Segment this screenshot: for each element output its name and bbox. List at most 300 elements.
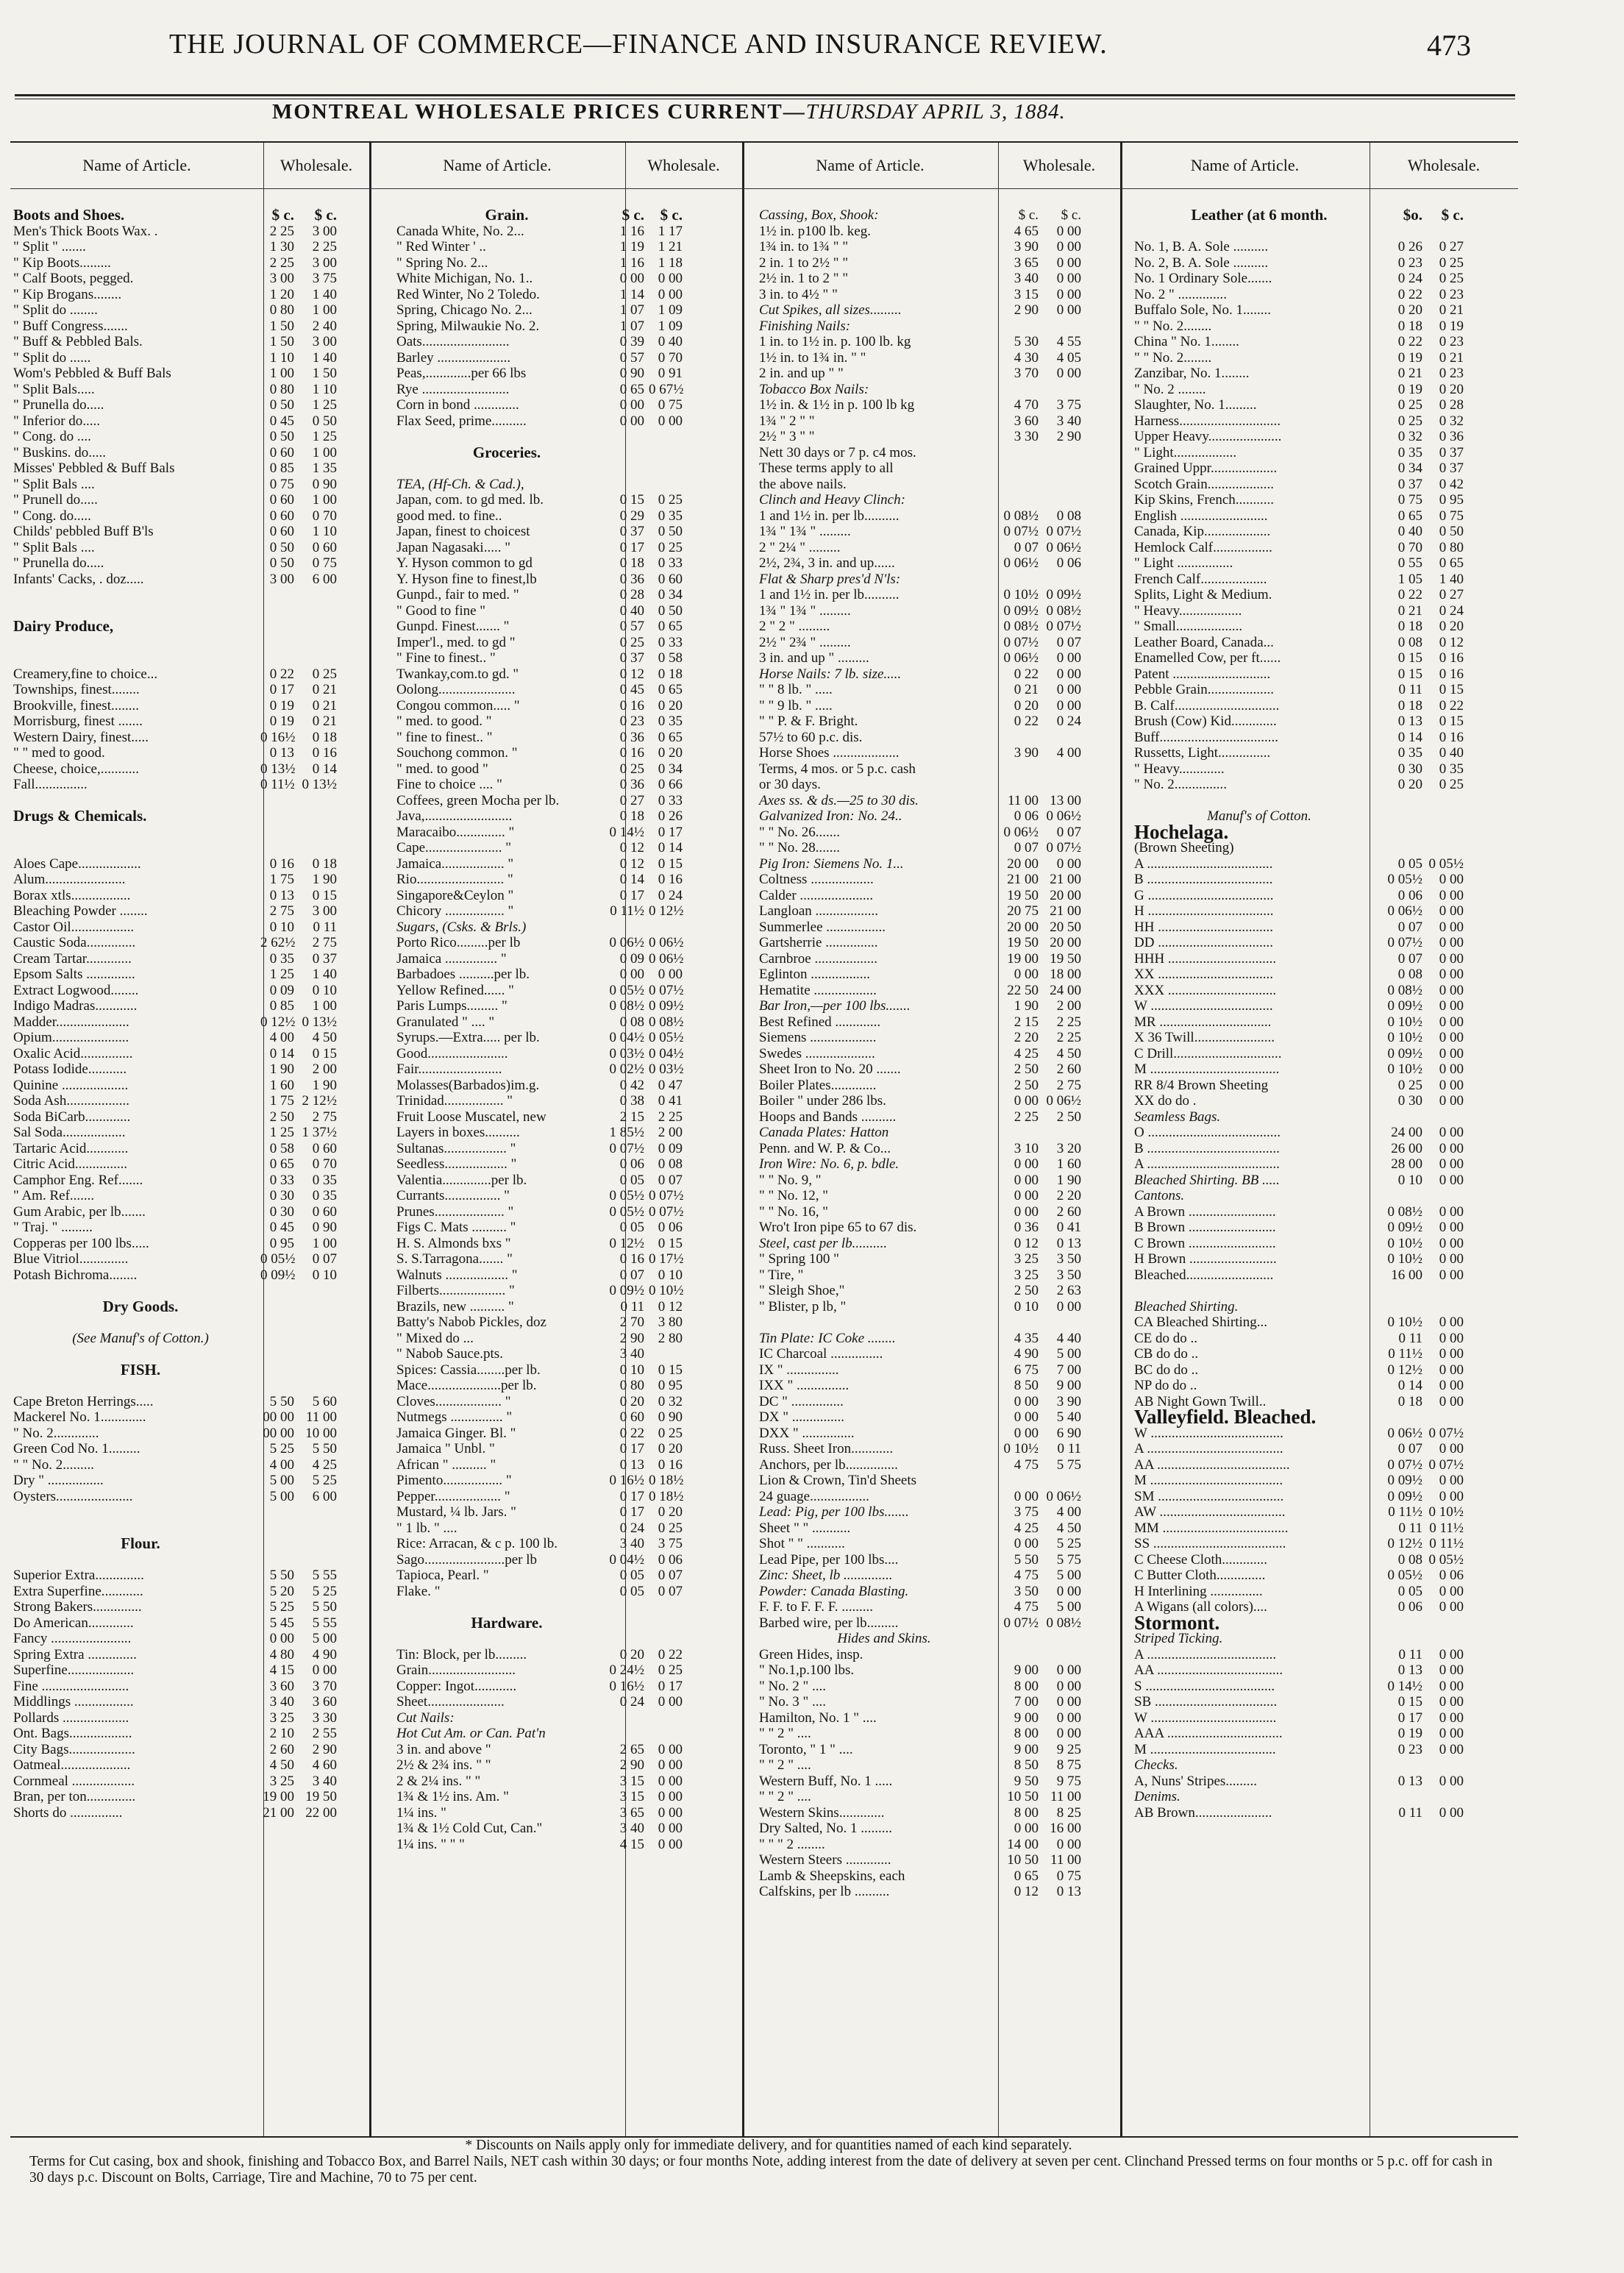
price-low: 8 00 — [1014, 1726, 1039, 1741]
price-high: 4 60 — [312, 1757, 337, 1773]
price-high: 4 90 — [312, 1646, 337, 1662]
article-name: Oysters...................... — [13, 1488, 133, 1504]
price-high: 2 25 — [1056, 1030, 1081, 1045]
price-high: 0 20 — [1439, 619, 1464, 634]
article-name: C Butter Cloth.............. — [1134, 1568, 1266, 1583]
article-name: 2 in. and up " " — [759, 366, 844, 381]
price-low: 0 05 — [619, 1172, 644, 1188]
article-name: " Calf Boots, pegged. — [13, 271, 134, 286]
price-low: 0 17 — [619, 887, 644, 903]
article-name: DX " ............... — [759, 1409, 844, 1425]
price-high: 0 00 — [1439, 1315, 1464, 1330]
price-high: 0 40 — [1439, 745, 1464, 761]
article-name: Coffees, green Mocha per lb. — [396, 792, 560, 808]
price-high: 0 07½ — [649, 982, 684, 998]
price-low: 0 09½ — [1387, 1220, 1422, 1235]
section-heading — [10, 820, 1518, 843]
price-low: 0 22 — [1014, 714, 1039, 729]
price-high: 4 05 — [1056, 349, 1081, 366]
article-name: Childs' pebbled Buff B'ls — [13, 524, 154, 539]
price-low: 0 26 — [1397, 239, 1422, 255]
article-name: Strong Bakers.............. — [13, 1599, 142, 1615]
price-low: 0 06 — [1397, 1599, 1422, 1615]
price-high: 1 09 — [658, 318, 683, 334]
price-high: 1 25 — [312, 429, 337, 444]
article-name: Oolong...................... — [396, 682, 516, 697]
article-name: 2½ " 2¾ " ......... — [759, 634, 851, 650]
price-low: 5 50 — [269, 1568, 294, 1583]
price-row — [10, 650, 1518, 666]
article-name: 3 in. and above " — [396, 1741, 491, 1757]
price-high: 0 70 — [312, 508, 337, 524]
price-row — [10, 983, 1518, 999]
article-name: Coltness .................. — [759, 872, 874, 887]
price-low: 0 10 — [269, 919, 294, 935]
price-low: 0 37 — [1397, 476, 1422, 492]
price-low: 2 15 — [1014, 1014, 1039, 1030]
article-name: Alum....................... — [13, 872, 126, 887]
price-high: 0 00 — [658, 413, 683, 429]
price-high: 0 95 — [1439, 492, 1464, 508]
price-low: 0 05 — [1397, 856, 1422, 872]
article-name: Lion & Crown, Tin'd Sheets — [759, 1473, 917, 1488]
price-row — [10, 1520, 1518, 1537]
price-high: 0 00 — [658, 1804, 683, 1821]
price-high: 0 13½ — [302, 1014, 337, 1030]
price-low: 0 05 — [619, 1583, 644, 1599]
article-name: " Buff & Pebbled Bals. — [13, 334, 143, 349]
price-low: 0 00 — [1014, 1536, 1039, 1551]
price-high: 0 75 — [312, 555, 337, 571]
price-high: 20 50 — [1050, 919, 1081, 935]
price-high: 16 00 — [1050, 1821, 1081, 1836]
price-low: 4 15 — [269, 1662, 294, 1678]
price-low: 0 10 — [619, 1362, 644, 1378]
price-row — [10, 1220, 1518, 1236]
price-high: 21 00 — [1050, 903, 1081, 919]
price-high: 0 41 — [658, 1093, 683, 1109]
price-high: 0 00 — [1439, 1267, 1464, 1283]
article-name: Brookville, finest........ — [13, 697, 139, 714]
price-low: 0 75 — [1397, 492, 1422, 508]
price-low: 0 30 — [269, 1188, 294, 1203]
price-low: 0 00 — [269, 1631, 294, 1646]
price-high: 0 25 — [658, 1520, 683, 1536]
price-high: 1 90 — [312, 1077, 337, 1093]
price-low: 0 45 — [619, 682, 644, 697]
article-name: 2 " 2 " ......... — [759, 619, 830, 634]
price-low: 0 16½ — [609, 1473, 644, 1488]
price-low: 0 65 — [1014, 1868, 1039, 1884]
price-low: 0 06½ — [1003, 824, 1039, 840]
article-name: Quinine ................... — [13, 1077, 129, 1093]
price-row — [10, 1346, 1518, 1362]
price-high: 2 00 — [312, 1061, 337, 1077]
price-low: 4 25 — [1014, 1045, 1039, 1061]
price-low: 6 75 — [1014, 1362, 1039, 1378]
article-name: Gunpd. Finest....... " — [396, 619, 510, 634]
price-low: 0 18 — [1397, 318, 1422, 334]
price-high: 1 35 — [312, 460, 337, 476]
header-rule — [15, 94, 1515, 96]
price-high: 0 06½ — [649, 935, 684, 950]
article-name: Grained Uppr................... — [1134, 460, 1278, 476]
price-low: 3 30 — [1014, 429, 1039, 444]
price-low: 2 50 — [1014, 1077, 1039, 1093]
price-high: 0 15 — [312, 887, 337, 903]
price-low: 4 25 — [1014, 1520, 1039, 1536]
article-name: Mackerel No. 1............. — [13, 1409, 146, 1425]
price-high: 0 75 — [1056, 1868, 1081, 1884]
price-high: 0 11½ — [1429, 1520, 1464, 1536]
price-high: 0 65 — [658, 682, 683, 697]
article-name: B .................................... — [1134, 872, 1273, 887]
price-low: 1 25 — [269, 1125, 294, 1140]
article-name: Misses' Pebbled & Buff Bals — [13, 460, 175, 476]
section-heading — [10, 1406, 1518, 1428]
col2-wholesale-header: Wholesale. — [647, 156, 720, 174]
price-low: 0 19 — [269, 714, 294, 729]
price-low: 0 65 — [269, 1156, 294, 1172]
price-row — [10, 572, 1518, 588]
price-low: 4 00 — [269, 1456, 294, 1473]
price-high: 0 10 — [658, 1267, 683, 1283]
article-name: Sheet...................... — [396, 1694, 505, 1710]
article-name: Tobacco Box Nails: — [759, 381, 869, 397]
price-high: 0 95 — [658, 1378, 683, 1393]
price-low: 0 08 — [1397, 1551, 1422, 1568]
price-low: 4 00 — [269, 1030, 294, 1045]
price-high: 0 00 — [1056, 223, 1081, 239]
article-name: " Split Bals .... — [13, 539, 95, 555]
price-low: 0 00 — [1014, 1393, 1039, 1409]
price-low: 0 60 — [269, 492, 294, 508]
price-low: 0 00 — [619, 271, 644, 286]
price-high: 6 00 — [312, 571, 337, 587]
article-name: Pebble Grain................... — [1134, 682, 1274, 697]
price-low: 0 30 — [1397, 1093, 1422, 1109]
price-low: 0 20 — [1397, 777, 1422, 792]
price-low: 0 22 — [1014, 666, 1039, 682]
price-high: 0 07½ — [1046, 619, 1081, 634]
article-name: MR ................................ — [1134, 1014, 1272, 1030]
article-name: Spring Extra .............. — [13, 1646, 137, 1662]
price-high: 0 21 — [312, 682, 337, 697]
article-name: X 36 Twill....................... — [1134, 1030, 1275, 1045]
article-name: Barbadoes ..........per lb. — [396, 967, 530, 982]
price-high: 0 37 — [312, 950, 337, 967]
article-name: " Prunell do..... — [13, 492, 98, 508]
col3-name-header: Name of Article. — [816, 156, 925, 174]
price-low: 0 11 — [1398, 1804, 1422, 1821]
price-high: 0 26 — [658, 808, 683, 824]
article-name: H Interlining ............... — [1134, 1583, 1263, 1599]
price-high: 0 06 — [658, 1220, 683, 1235]
price-low: 0 12 — [619, 856, 644, 872]
article-name: B ...................................... — [1134, 1140, 1280, 1156]
price-high: 0 00 — [1439, 967, 1464, 982]
price-high: 3 20 — [1056, 1140, 1081, 1156]
price-low: 0 10 — [1014, 1298, 1039, 1315]
price-high: 0 33 — [658, 555, 683, 571]
price-row — [10, 1109, 1518, 1125]
article-name: 2 in. 1 to 2½ " " — [759, 255, 849, 271]
article-name: " " 9 lb. " ..... — [759, 697, 833, 714]
price-low: 0 00 — [1014, 1093, 1039, 1109]
price-low: 0 12½ — [1387, 1536, 1422, 1551]
price-high: 0 16 — [1439, 666, 1464, 682]
article-name: Gartsherrie ............... — [759, 935, 878, 950]
price-high: 0 50 — [658, 524, 683, 539]
article-name: " Sleigh Shoe," — [759, 1283, 845, 1298]
price-low: 0 29 — [619, 508, 644, 524]
article-name: XXX ............................... — [1134, 982, 1277, 998]
price-row — [10, 1631, 1518, 1647]
article-name: Cut Spikes, all sizes......... — [759, 302, 902, 318]
price-low: 0 58 — [269, 1140, 294, 1156]
article-name: 1¾ & 1½ ins. Am. " — [396, 1789, 509, 1804]
price-low: 0 12½ — [609, 1235, 644, 1251]
price-low: 2 25 — [269, 255, 294, 271]
price-high: 0 00 — [658, 1836, 683, 1852]
price-low: $ c. — [271, 206, 294, 224]
price-high: 0 13 — [1056, 1884, 1081, 1899]
price-low: 1 75 — [269, 872, 294, 887]
price-low: 0 09½ — [260, 1267, 296, 1283]
price-high: 0 75 — [1439, 508, 1464, 524]
price-high: 24 00 — [1050, 982, 1081, 998]
price-high: 2 12½ — [302, 1093, 337, 1109]
price-low: 1 90 — [1014, 998, 1039, 1014]
price-low: 3 15 — [1014, 286, 1039, 302]
article-name: Zinc: Sheet, lb .............. — [759, 1568, 893, 1583]
price-high: 2 90 — [312, 1741, 337, 1757]
price-row — [10, 1805, 1518, 1821]
article-name: Aloes Cape.................. — [13, 856, 141, 872]
price-high: 4 55 — [1056, 334, 1081, 349]
price-row — [10, 998, 1518, 1014]
price-row — [10, 350, 1518, 366]
article-name: 1¾ " 1¾ " ......... — [759, 524, 851, 539]
article-name: Cornmeal .................. — [13, 1773, 135, 1789]
article-name: Tartaric Acid............ — [13, 1140, 129, 1156]
section-heading — [10, 1611, 1518, 1634]
article-name: Twankay,com.to gd. " — [396, 666, 519, 682]
article-name: 1¾ " 1¾ " ......... — [759, 602, 851, 619]
price-high: 0 65 — [1439, 555, 1464, 571]
price-high: 0 24 — [1439, 602, 1464, 619]
price-high: 0 60 — [312, 1203, 337, 1220]
article-name: " med. to good " — [396, 761, 488, 777]
article-name: Batty's Nabob Pickles, doz — [396, 1315, 546, 1330]
article-name: Finishing Nails: — [759, 318, 851, 334]
article-name: 2½, 2¾, 3 in. and up...... — [759, 555, 895, 571]
article-name: Canada, Kip................... — [1134, 524, 1271, 539]
price-row — [10, 1331, 1518, 1347]
price-low: 0 18 — [619, 808, 644, 824]
price-high: 0 25 — [658, 492, 683, 508]
price-low: 0 08 — [619, 1014, 644, 1030]
price-high: 0 35 — [312, 1172, 337, 1188]
article-name: Bleached Shirting. BB ..... — [1134, 1172, 1280, 1188]
article-name: SS ...................................... — [1134, 1536, 1286, 1551]
article-name: Men's Thick Boots Wax. . — [13, 223, 158, 239]
price-high: 0 05½ — [649, 1030, 684, 1045]
price-low: 0 65 — [619, 381, 644, 397]
price-low: 9 00 — [1014, 1662, 1039, 1678]
price-high: 0 00 — [658, 1821, 683, 1836]
article-name: " " No. 26....... — [759, 824, 840, 840]
price-high: 0 35 — [658, 508, 683, 524]
price-high: 0 28 — [1439, 397, 1464, 413]
price-row — [10, 682, 1518, 698]
col3-wholesale-header: Wholesale. — [1022, 156, 1096, 174]
article-name: Bar Iron,—per 100 lbs....... — [759, 998, 911, 1014]
article-name: Chicory ................. " — [396, 903, 514, 919]
price-low: 0 40 — [1397, 524, 1422, 539]
article-name: 2 & 2¼ ins. " " — [396, 1773, 481, 1789]
price-high: $ c. — [660, 206, 683, 224]
article-name: Penn. and W. P. & Co... — [759, 1140, 891, 1156]
article-name: Cape...................... " — [396, 840, 512, 856]
price-low: 0 08½ — [609, 998, 644, 1014]
section-title: Manuf's of Cotton. — [1207, 808, 1311, 824]
price-low: 3 70 — [1014, 366, 1039, 381]
article-name: Ont. Bags.................. — [13, 1726, 132, 1741]
price-low: 2 10 — [269, 1726, 294, 1741]
price-high: 5 60 — [312, 1393, 337, 1409]
price-high: 0 00 — [1439, 1014, 1464, 1030]
price-low: 0 85 — [269, 998, 294, 1014]
article-name: Good....................... — [396, 1045, 508, 1061]
price-high: 0 00 — [1056, 286, 1081, 302]
price-high: 0 24 — [658, 887, 683, 903]
price-low: 21 00 — [1007, 872, 1039, 887]
price-low: 0 40 — [619, 602, 644, 619]
article-name: " Split do ........ — [13, 302, 98, 318]
price-high: 0 00 — [1439, 1726, 1464, 1741]
price-high: 0 21 — [312, 697, 337, 714]
article-name: Shorts do ............... — [13, 1804, 123, 1821]
price-high: 2 25 — [658, 1109, 683, 1125]
article-name: Summerlee ................. — [759, 919, 886, 935]
article-name: Epsom Salts .............. — [13, 967, 135, 982]
price-low: 0 25 — [1397, 1077, 1422, 1093]
article-name: Yellow Refined...... " — [396, 982, 514, 998]
price-low: 24 00 — [1391, 1125, 1422, 1140]
price-low: 0 05½ — [609, 1203, 644, 1220]
price-low: 0 00 — [1014, 1172, 1039, 1188]
price-row — [10, 1536, 1518, 1552]
price-high: 0 16 — [658, 1456, 683, 1473]
price-low: 0 25 — [1397, 397, 1422, 413]
price-low: 0 50 — [269, 429, 294, 444]
price-low: 0 11 — [1398, 682, 1422, 697]
price-low: 4 75 — [1014, 1456, 1039, 1473]
article-name: Slaughter, No. 1......... — [1134, 397, 1257, 413]
section-title: Leather (at 6 month. — [1191, 206, 1328, 224]
price-high: 0 34 — [658, 761, 683, 777]
article-name: Carnbroe .................. — [759, 950, 877, 967]
price-row — [10, 540, 1518, 556]
price-row — [10, 1757, 1518, 1774]
price-high: 0 34 — [658, 587, 683, 602]
price-low: 1 30 — [269, 239, 294, 255]
price-low: 8 50 — [1014, 1757, 1039, 1773]
price-high: 0 00 — [1439, 1741, 1464, 1757]
article-name: SB ................................... — [1134, 1694, 1278, 1710]
price-low: 1 14 — [619, 286, 644, 302]
page-header — [0, 0, 1624, 132]
price-high: 0 15 — [658, 1235, 683, 1251]
price-low: $ c. — [622, 206, 644, 224]
price-high: 2 60 — [1056, 1203, 1081, 1220]
price-high: 2 63 — [1056, 1283, 1081, 1298]
price-high: 0 06 — [1439, 1568, 1464, 1583]
price-low: 0 70 — [1397, 539, 1422, 555]
col1-name-header: Name of Article. — [82, 156, 191, 174]
price-high: 2 75 — [312, 1109, 337, 1125]
price-high: 0 14 — [658, 840, 683, 856]
price-low: 0 11½ — [260, 777, 295, 792]
article-name: White Michigan, No. 1.. — [396, 271, 533, 286]
price-high: 0 00 — [1439, 1156, 1464, 1172]
article-name: NP do do .. — [1134, 1378, 1197, 1393]
price-low: 0 06½ — [1003, 555, 1039, 571]
price-high: 0 14 — [312, 761, 337, 777]
article-name: Scotch Grain................... — [1134, 476, 1274, 492]
price-high: 0 32 — [658, 1393, 683, 1409]
article-name: or 30 days. — [759, 777, 821, 792]
price-high: 0 23 — [1439, 286, 1464, 302]
price-low: 1 07 — [619, 302, 644, 318]
section-heading — [10, 207, 1518, 224]
price-high: 4 50 — [312, 1030, 337, 1045]
price-low: 0 15 — [1397, 650, 1422, 666]
price-high: 1 40 — [312, 349, 337, 366]
price-high: 0 07½ — [1428, 1456, 1464, 1473]
article-name: 1 in. to 1½ in. p. 100 lb. kg — [759, 334, 911, 349]
price-high: 0 09½ — [1046, 587, 1081, 602]
article-name: B Brown ......................... — [1134, 1220, 1276, 1235]
price-low: 2 60 — [269, 1741, 294, 1757]
article-name: Zanzibar, No. 1........ — [1134, 366, 1250, 381]
price-high: 0 00 — [658, 1789, 683, 1804]
price-row — [10, 1299, 1518, 1315]
section-title: Hardware. — [471, 1613, 543, 1632]
price-high: 1 40 — [312, 286, 337, 302]
article-name: Brush (Cow) Kid............. — [1134, 714, 1277, 729]
article-name: C Brown ......................... — [1134, 1235, 1276, 1251]
price-low: 0 18 — [1397, 619, 1422, 634]
price-low: 0 60 — [619, 1409, 644, 1425]
article-name: Cape Breton Herrings..... — [13, 1393, 154, 1409]
article-name: Upper Heavy..................... — [1134, 429, 1282, 444]
article-name: " Inferior do..... — [13, 413, 101, 429]
price-row — [10, 635, 1518, 651]
article-name: Singapore&Ceylon " — [396, 887, 514, 903]
article-name: Spices: Cassia........per lb. — [396, 1362, 541, 1378]
price-low: 0 07 — [1397, 950, 1422, 967]
price-low: 0 14 — [619, 872, 644, 887]
price-low: 0 00 — [619, 413, 644, 429]
article-name: Sugars, (Csks. & Brls.) — [396, 919, 527, 935]
article-name: " Split Bals .... — [13, 476, 95, 492]
price-low: 0 07½ — [1003, 1615, 1039, 1631]
price-low: 0 14½ — [609, 824, 644, 840]
article-name: S ..................................... — [1134, 1678, 1275, 1694]
price-low: 5 00 — [269, 1473, 294, 1488]
